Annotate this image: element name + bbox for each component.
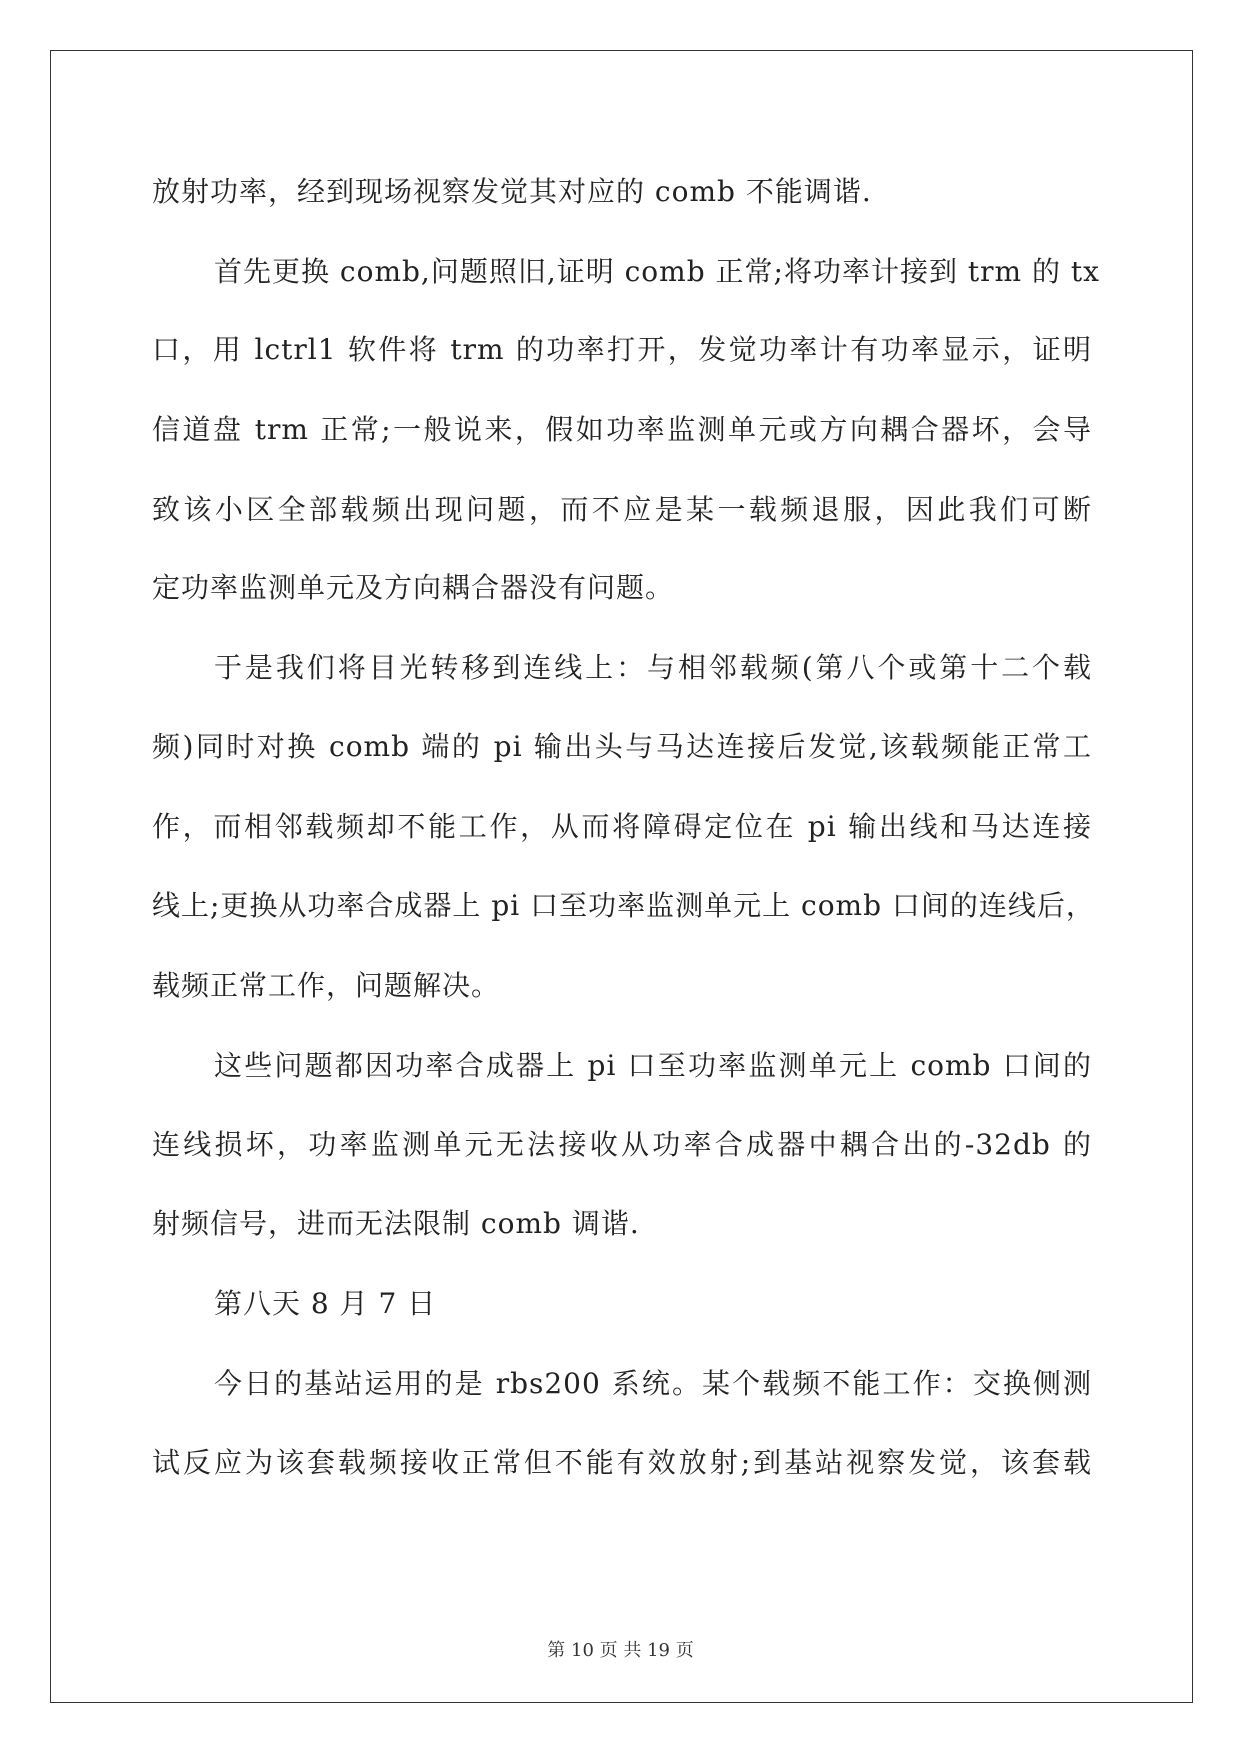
text-line: 信道盘 trm 正常;一般说来，假如功率监测单元或方向耦合器坏，会导: [152, 413, 1092, 446]
text-line: 频)同时对换 comb 端的 pi 输出头与马达连接后发觉,该载频能正常工: [152, 730, 1092, 763]
text-line: 射频信号，进而无法限制 comb 调谐.: [152, 1207, 640, 1240]
text-line: 载频正常工作，问题解决。: [152, 969, 501, 1002]
section-heading: 第八天 8 月 7 日: [214, 1287, 437, 1320]
text-line: 试反应为该套载频接收正常但不能有效放射;到基站视察发觉，该套载: [152, 1446, 1092, 1479]
text-line: 作，而相邻载频却不能工作，从而将障碍定位在 pi 输出线和马达连接: [152, 810, 1092, 843]
text-line: 今日的基站运用的是 rbs200 系统。某个载频不能工作：交换侧测: [214, 1367, 1092, 1400]
text-line: 致该小区全部载频出现问题，而不应是某一载频退服，因此我们可断: [152, 493, 1092, 526]
text-line: 于是我们将目光转移到连线上：与相邻载频(第八个或第十二个载: [214, 651, 1092, 684]
text-line: 放射功率，经到现场视察发觉其对应的 comb 不能调谐.: [152, 175, 872, 208]
text-line: 口，用 lctrl1 软件将 trm 的功率打开，发觉功率计有功率显示，证明: [152, 333, 1092, 366]
text-line: 定功率监测单元及方向耦合器没有问题。: [152, 571, 675, 604]
text-line: 这些问题都因功率合成器上 pi 口至功率监测单元上 comb 口间的: [214, 1049, 1092, 1082]
page-number-footer: 第 10 页 共 19 页: [547, 1640, 694, 1661]
text-line: 首先更换 comb,问题照旧,证明 comb 正常;将功率计接到 trm 的 tx: [214, 255, 1100, 288]
text-line: 连线损坏，功率监测单元无法接收从功率合成器中耦合出的-32db 的: [152, 1128, 1092, 1161]
text-line: 线上;更换从功率合成器上 pi 口至功率监测单元上 comb 口间的连线后，: [152, 889, 1095, 922]
